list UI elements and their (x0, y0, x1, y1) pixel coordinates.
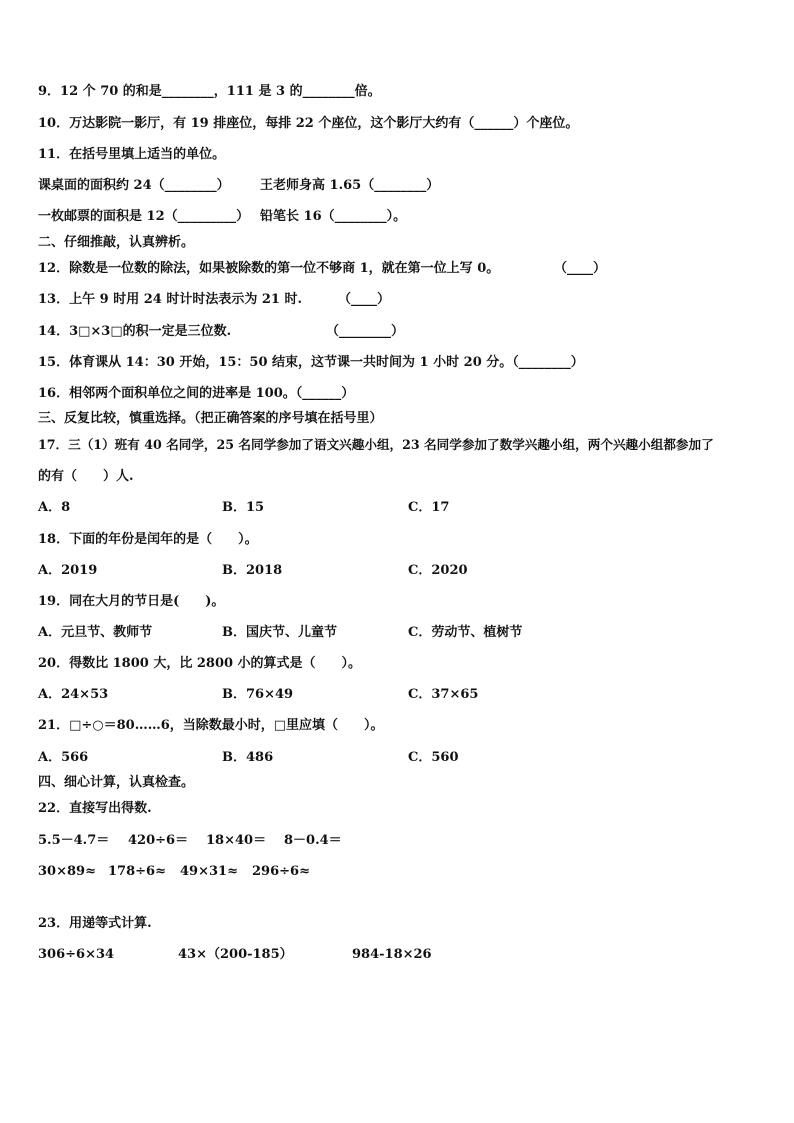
q22-expr: 18×40＝ (206, 833, 267, 848)
q23-expr: 984-18×26 (352, 947, 432, 962)
q13-text: 13．上午 9 时用 24 时计时法表示为 21 时. (38, 292, 302, 307)
q18-option-b: B．2018 (222, 563, 283, 578)
q20-option-b: B．76×49 (222, 687, 294, 702)
q11-item-b: 王老师身高 1.65（________） (260, 178, 440, 193)
q17-option-a: A．8 (38, 500, 71, 515)
q18-option-a: A．2019 (38, 563, 98, 578)
q22-expr: 5.5－4.7＝ (38, 833, 110, 848)
q19-option-a: A．元旦节、教师节 (38, 625, 153, 640)
q23-expr: 306÷6×34 (38, 947, 115, 962)
q14-text: 14．3□×3□的积一定是三位数. (38, 324, 232, 339)
q22-expr: 420÷6＝ (128, 833, 189, 848)
question-23: 23．用递等式计算. (38, 916, 152, 931)
q11-item-c: 一枚邮票的面积是 12（_________） (38, 209, 250, 224)
question-10: 10．万达影院一影厅，有 19 排座位，每排 22 个座位，这个影厅大约有（______）个座位。 (38, 116, 579, 131)
q21-option-b: B．486 (222, 750, 274, 765)
question-19: 19．同在大月的节日是( )。 (38, 594, 225, 609)
section-3-heading: 三、反复比较，慎重选择。（把正确答案的序号填在括号里） (38, 411, 383, 426)
q12-text: 12．除数是一位数的除法，如果被除数的第一位不够商 1，就在第一位上写 0。 (38, 261, 500, 276)
question-21: 21．□÷○＝80……6，当除数最小时，□里应填（ ）。 (38, 718, 384, 733)
q17-option-b: B．15 (222, 500, 265, 515)
q22-expr: 49×31≈ (180, 864, 238, 879)
question-16: 16．相邻两个面积单位之间的进率是 100。（______） (38, 386, 355, 401)
q20-option-a: A．24×53 (38, 687, 109, 702)
q11-item-a: 课桌面的面积约 24（________） (38, 178, 230, 193)
q23-expr: 43×（200-185） (178, 947, 293, 962)
question-22: 22．直接写出得数. (38, 801, 152, 816)
question-11: 11．在括号里填上适当的单位。 (38, 147, 226, 162)
q17-option-c: C．17 (408, 500, 450, 515)
q18-option-c: C．2020 (408, 563, 468, 578)
q19-option-c: C．劳动节、植树节 (408, 625, 523, 640)
q12-answer-paren: （____） (554, 261, 607, 276)
q22-expr: 178÷6≈ (108, 864, 166, 879)
question-15: 15．体育课从 14：30 开始，15：50 结束，这节课一共时间为 1 小时 20 分。（________） (38, 355, 584, 370)
q21-option-a: A．566 (38, 750, 89, 765)
section-2-heading: 二、仔细推敲，认真辨析。 (38, 235, 195, 250)
q11-item-d: 铅笔长 16（________）。 (260, 209, 407, 224)
question-18: 18．下面的年份是闰年的是（ ）。 (38, 532, 258, 547)
q21-option-c: C．560 (408, 750, 459, 765)
q19-option-b: B．国庆节、儿童节 (222, 625, 337, 640)
question-20: 20．得数比 1800 大，比 2800 小的算式是（ ）。 (38, 656, 362, 671)
q22-expr: 296÷6≈ (252, 864, 310, 879)
q22-expr: 30×89≈ (38, 864, 96, 879)
q13-answer-paren: （____） (338, 292, 391, 307)
q14-answer-paren: （________） (326, 324, 405, 339)
section-4-heading: 四、细心计算，认真检查。 (38, 775, 195, 790)
question-17-line-2: 的有（ ）人. (38, 469, 134, 484)
question-17-line-1: 17．三（1）班有 40 名同学，25 名同学参加了语文兴趣小组，23 名同学参加了数学兴趣小组，两个兴趣小组都参加了 (38, 437, 714, 452)
q20-option-c: C．37×65 (408, 687, 479, 702)
question-9: 9．12 个 70 的和是________，111 是 3 的________倍。 (38, 84, 381, 99)
q22-expr: 8－0.4＝ (284, 833, 342, 848)
